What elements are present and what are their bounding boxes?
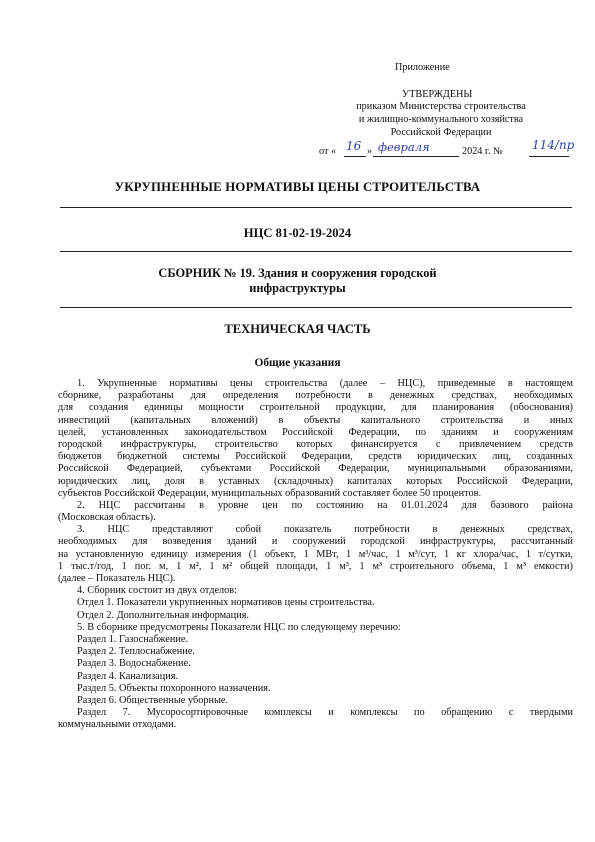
body-line: Раздел 5. Объекты похоронного назначения. bbox=[77, 682, 271, 694]
body-line: 1 тыс.т/год, 1 пог. м, 1 м², 1 м² общей площади, 1 м³, 1 м³ строительного объема, 1 м³ емкости) bbox=[58, 560, 573, 572]
body-line: 3. НЦС представляют собой показатель потребности в денежных средствах, bbox=[77, 524, 573, 536]
general-provisions-heading: Общие указания bbox=[254, 357, 341, 369]
approved-label: УТВЕРЖДЕНЫ bbox=[402, 89, 473, 100]
collection-title-line-2: инфраструктуры bbox=[249, 281, 346, 295]
appendix-label: Приложение bbox=[395, 62, 450, 73]
handwritten-day: 16 bbox=[346, 139, 362, 153]
body-line: необходимых для возведения зданий и сооружений городской инфраструктуры, рассчитанный bbox=[58, 536, 573, 548]
body-line: 1. Укрупненные нормативы цены строительства (далее – НЦС), приведенные в настоящем bbox=[77, 378, 573, 389]
body-line: коммунальными отходами. bbox=[58, 719, 177, 731]
body-line: юридических лиц, доля в уставных (складочных) капиталах которых Российской Федерации, bbox=[58, 475, 573, 487]
body-line: инвестиций (капитальных вложений) в объекты капитального строительства и иных bbox=[58, 414, 573, 426]
body-line: Раздел 4. Канализация. bbox=[77, 670, 179, 682]
body-line: сборнике, разработаны для определения потребности в денежных средствах, необходимых bbox=[58, 390, 573, 402]
body-line: Раздел 6. Общественные уборные. bbox=[77, 694, 229, 706]
body-line: 4. Сборник состоит из двух отделов: bbox=[77, 585, 238, 597]
code-title: НЦС 81-02-19-2024 bbox=[243, 226, 352, 240]
body-line: (далее – Показатель НЦС). bbox=[58, 573, 176, 584]
body-line: Отдел 2. Дополнительная информация. bbox=[77, 609, 249, 621]
handwritten-month: февраля bbox=[378, 140, 430, 154]
order-line-2: и жилищно-коммунального хозяйства bbox=[358, 114, 524, 125]
body-line: на установленную единицу измерения (1 объект, 1 МВт, 1 м³/час, 1 м³/сут, 1 кг хлора/час, 1 т/сутки, bbox=[58, 548, 573, 560]
order-line-1: приказом Министерства строительства bbox=[356, 101, 526, 112]
body-line: 2. НЦС рассчитаны в уровне цен по состоянию на 01.01.2024 для базового района bbox=[77, 499, 573, 511]
month-underline bbox=[373, 156, 459, 157]
body-text bbox=[58, 378, 573, 731]
body-line: городской инфраструктуры, строительство которых финансируется с привлечением средств bbox=[58, 438, 573, 450]
body-line: субъектов Российской Федерации, муниципальных образований составляет более 50 процентов. bbox=[58, 487, 482, 499]
body-line: Отдел 1. Показатели укрупненных нормативов цены строительства. bbox=[77, 597, 375, 609]
day-underline bbox=[344, 156, 366, 157]
handwritten-number: 114/пр bbox=[532, 138, 575, 152]
title-divider-2 bbox=[60, 251, 572, 252]
title-divider-3 bbox=[60, 307, 572, 308]
body-line: бюджетов бюджетной системы Российской Федерации, средств юридических лиц, созданных bbox=[58, 451, 573, 463]
body-line: (Московская область). bbox=[58, 512, 156, 524]
body-line: Раздел 3. Водоснабжение. bbox=[77, 658, 191, 670]
date-prefix: от « bbox=[319, 146, 337, 157]
body-line: для создания единицы мощности строительной продукции, для планирования (обоснования) bbox=[58, 402, 573, 414]
number-underline bbox=[529, 156, 569, 157]
date-suffix: 2024 г. № bbox=[462, 146, 503, 157]
body-line: целей, установленных законодательством Российской Федерации, по зданиям и сооружениям bbox=[58, 426, 573, 438]
date-mid: » bbox=[367, 146, 373, 157]
technical-part-heading: ТЕХНИЧЕСКАЯ ЧАСТЬ bbox=[224, 322, 371, 336]
main-title: УКРУПНЕННЫЕ НОРМАТИВЫ ЦЕНЫ СТРОИТЕЛЬСТВА bbox=[114, 180, 481, 194]
body-line: 5. В сборнике предусмотрены Показатели НЦС по следующему перечню: bbox=[77, 621, 401, 633]
body-line: Раздел 2. Теплоснабжение. bbox=[77, 646, 195, 658]
body-line: Раздел 1. Газоснабжение. bbox=[77, 633, 189, 645]
order-line-3: Российской Федерации bbox=[390, 127, 492, 138]
title-divider-1 bbox=[60, 207, 572, 208]
body-line: Российской Федерацией, субъектами Российской Федерации, муниципальными образованиями, bbox=[58, 463, 573, 475]
collection-title-line-1: СБОРНИК № 19. Здания и сооружения городской bbox=[158, 266, 437, 280]
body-line: Раздел 7. Мусоросортировочные комплексы и комплексы по обращению с твердыми bbox=[77, 707, 573, 719]
